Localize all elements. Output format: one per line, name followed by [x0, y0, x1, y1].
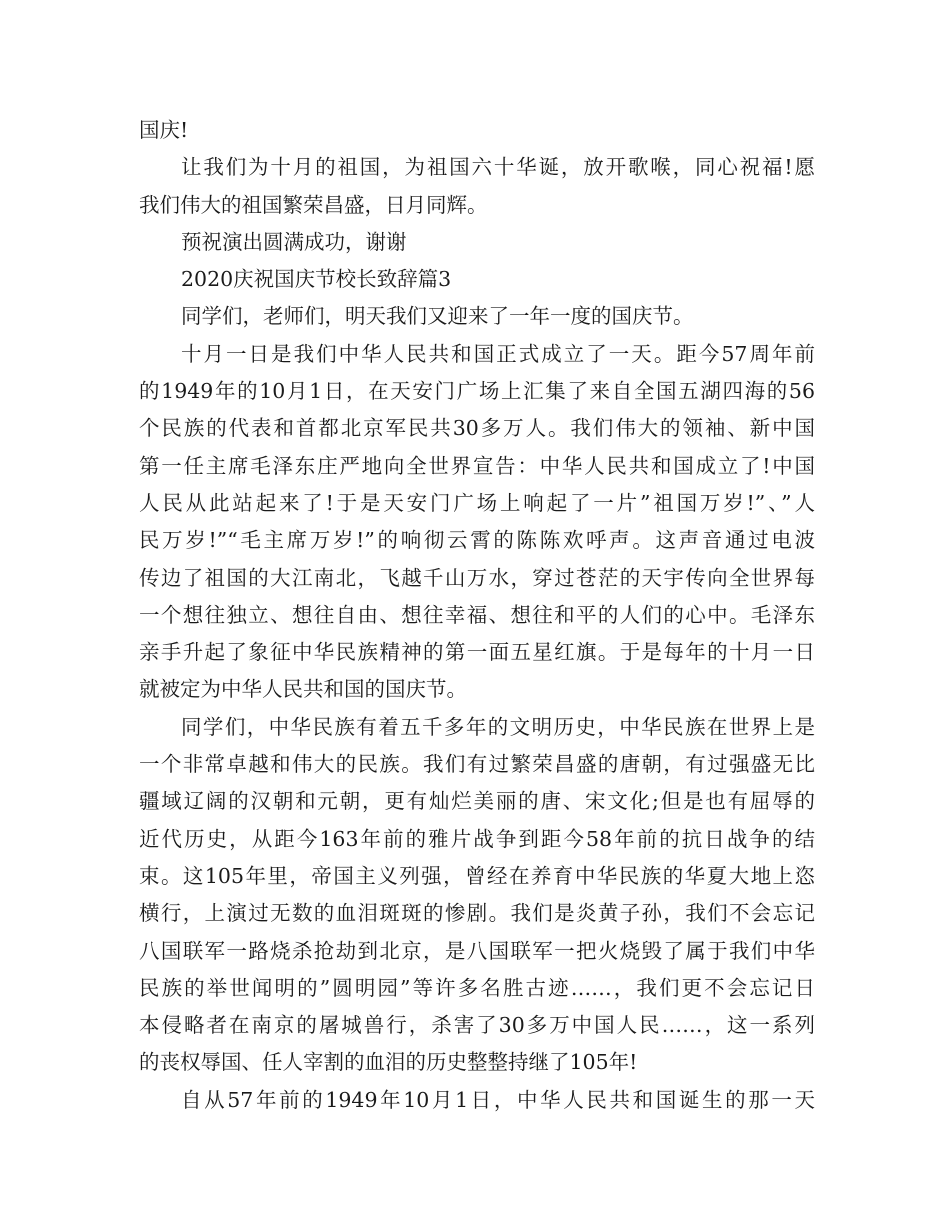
text-line: 民万岁!”“毛主席万岁!”的响彻云霄的陈陈欢呼声。这声音通过电波	[139, 528, 815, 553]
text-line: 束。这105年里，帝国主义列强，曾经在养育中华民族的华夏大地上恣	[139, 863, 815, 888]
text-line: 的丧权辱国、任人宰割的血泪的历史整整持继了105年!	[139, 1050, 638, 1075]
text-line: 同学们，老师们，明天我们又迎来了一年一度的国庆节。	[181, 304, 694, 329]
text-line: 第一任主席毛泽东庄严地向全世界宣告：中华人民共和国成立了!中国	[139, 453, 815, 478]
text-line: 近代历史，从距今163年前的雅片战争到距今58年前的抗日战争的结	[139, 826, 815, 851]
text-line: 本侵略者在南京的屠城兽行，杀害了30多万中国人民……，这一系列	[139, 1013, 815, 1038]
document-body	[139, 112, 815, 1119]
text-line: 一个想往独立、想往自由、想往幸福、想往和平的人们的心中。毛泽东	[139, 602, 815, 627]
text-line: 国庆!	[139, 118, 189, 142]
text-line: 横行，上演过无数的血泪斑斑的惨剧。我们是炎黄子孙，我们不会忘记	[139, 901, 815, 926]
text-line: 八国联军一路烧杀抢劫到北京，是八国联军一把火烧毁了属于我们中华	[139, 938, 815, 963]
text-line: 一个非常卓越和伟大的民族。我们有过繁荣昌盛的唐朝，有过强盛无比	[139, 752, 815, 777]
text-line: 民族的举世闻明的”圆明园”等许多名胜古迹……，我们更不会忘记日	[139, 975, 815, 1000]
text-line: 传边了祖国的大江南北，飞越千山万水，穿过苍茫的天宇传向全世界每	[139, 565, 815, 590]
text-line: 人民从此站起来了!于是天安门广场上响起了一片”祖国万岁!”、”人	[139, 490, 815, 515]
text-line: 就被定为中华人民共和国的国庆节。	[139, 677, 467, 702]
text-line: 让我们为十月的祖国，为祖国六十华诞，放开歌喉，同心祝福!愿	[181, 155, 815, 180]
text-line: 个民族的代表和首都北京军民共30多万人。我们伟大的领袖、新中国	[139, 416, 815, 441]
text-line: 的1949年的10月1日，在天安门广场上汇集了来自全国五湖四海的56	[139, 379, 815, 404]
text-line: 自从57年前的1949年10月1日，中华人民共和国诞生的那一天	[181, 1087, 815, 1112]
text-line: 疆域辽阔的汉朝和元朝，更有灿烂美丽的唐、宋文化;但是也有屈辱的	[139, 789, 815, 814]
text-line: 亲手升起了象征中华民族精神的第一面五星红旗。于是每年的十月一日	[139, 640, 815, 665]
section-heading: 2020庆祝国庆节校长致辞篇3	[181, 267, 452, 292]
text-line: 预祝演出圆满成功，谢谢	[181, 229, 407, 254]
text-line: 我们伟大的祖国繁荣昌盛，日月同辉。	[139, 192, 488, 217]
text-line: 十月一日是我们中华人民共和国正式成立了一天。距今57周年前	[181, 341, 815, 366]
text-line: 同学们，中华民族有着五千多年的文明历史，中华民族在世界上是	[181, 714, 815, 739]
